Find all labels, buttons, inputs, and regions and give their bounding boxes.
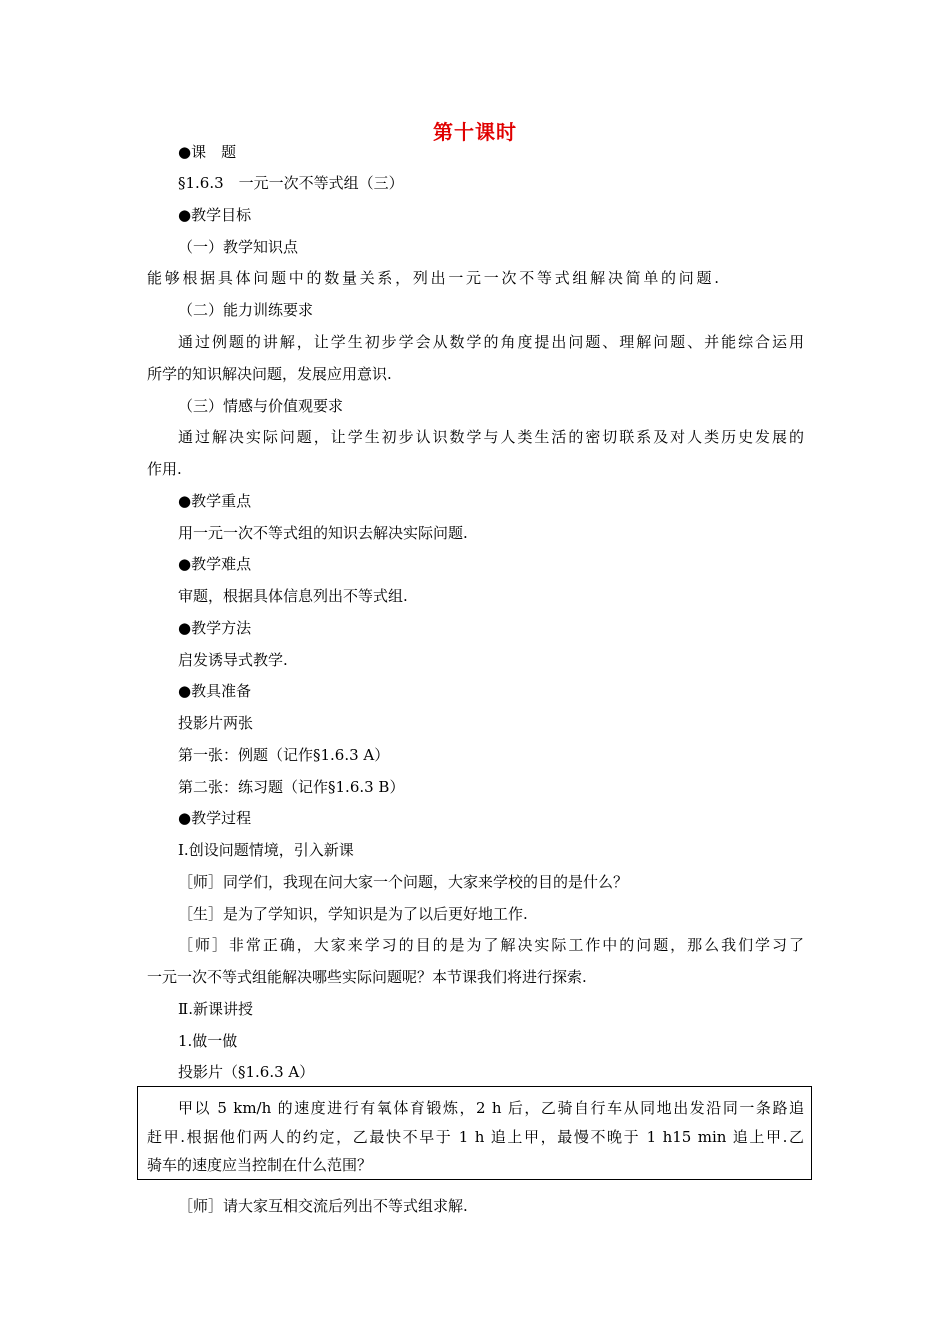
- example-problem-line1: 甲以 5 km/h 的速度进行有氧体育锻炼，2 h 后，乙骑自行车从同地出发沿同一条路追: [178, 1099, 804, 1117]
- section-heading-process: ●教学过程: [178, 809, 252, 827]
- subheading-values: （三）情感与价值观要求: [178, 397, 344, 415]
- section-heading-goals: ●教学目标: [178, 206, 252, 224]
- example-problem-box: [137, 1086, 812, 1180]
- section-heading-method: ●教学方法: [178, 619, 252, 637]
- dialogue-teacher-1: ［师］同学们，我现在问大家一个问题，大家来学校的目的是什么？: [178, 873, 629, 891]
- subheading-knowledge: （一）教学知识点: [178, 238, 299, 256]
- paragraph-ability-line1: 通过例题的讲解，让学生初步学会从数学的角度提出问题、理解问题、并能综合运用: [178, 333, 804, 351]
- paragraph-method: 启发诱导式教学.: [178, 651, 288, 669]
- example-problem-line3: 骑车的速度应当控制在什么范围？: [147, 1156, 373, 1174]
- section-heading-materials: ●教具准备: [178, 682, 252, 700]
- process-step-1-heading: Ⅰ.创设问题情境，引入新课: [178, 841, 354, 859]
- dialogue-teacher-2-line1: ［师］非常正确，大家来学习的目的是为了解决实际工作中的问题，那么我们学习了: [178, 936, 804, 954]
- paragraph-ability-line2: 所学的知识解决问题，发展应用意识.: [147, 365, 392, 383]
- dialogue-teacher-2-line2: 一元一次不等式组能解决哪些实际问题呢？本节课我们将进行探索.: [147, 968, 587, 986]
- paragraph-values-line2: 作用.: [147, 460, 182, 478]
- subheading-ability: （二）能力训练要求: [178, 301, 314, 319]
- materials-item-1: 第一张：例题（记作§1.6.3 A）: [178, 746, 390, 764]
- materials-item-2: 第二张：练习题（记作§1.6.3 B）: [178, 778, 405, 796]
- page-title: 第十课时: [433, 120, 517, 144]
- dialogue-student-1: ［生］是为了学知识，学知识是为了以后更好地工作.: [178, 905, 528, 923]
- paragraph-values-line1: 通过解决实际问题，让学生初步认识数学与人类生活的密切联系及对人类历史发展的: [178, 428, 804, 446]
- process-step-2-heading: Ⅱ.新课讲授: [178, 1000, 253, 1018]
- section-heading-difficulties: ●教学难点: [178, 555, 252, 573]
- projection-label: 投影片（§1.6.3 A）: [178, 1063, 315, 1081]
- subheading-do-it: 1.做一做: [178, 1032, 238, 1050]
- lesson-code: §1.6.3 一元一次不等式组（三）: [178, 174, 404, 192]
- paragraph-key-points: 用一元一次不等式组的知识去解决实际问题.: [178, 524, 468, 542]
- paragraph-materials: 投影片两张: [178, 714, 254, 732]
- paragraph-knowledge: 能够根据具体问题中的数量关系，列出一元一次不等式组解决简单的问题.: [147, 269, 719, 287]
- paragraph-difficulties: 审题，根据具体信息列出不等式组.: [178, 587, 408, 605]
- dialogue-teacher-3: ［师］请大家互相交流后列出不等式组求解.: [178, 1197, 468, 1215]
- section-heading-topic: ●课 题: [178, 143, 237, 161]
- example-problem-line2: 赶甲.根据他们两人的约定，乙最快不早于 1 h 追上甲，最慢不晚于 1 h15 min 追上甲.乙: [147, 1128, 804, 1146]
- section-heading-key-points: ●教学重点: [178, 492, 252, 510]
